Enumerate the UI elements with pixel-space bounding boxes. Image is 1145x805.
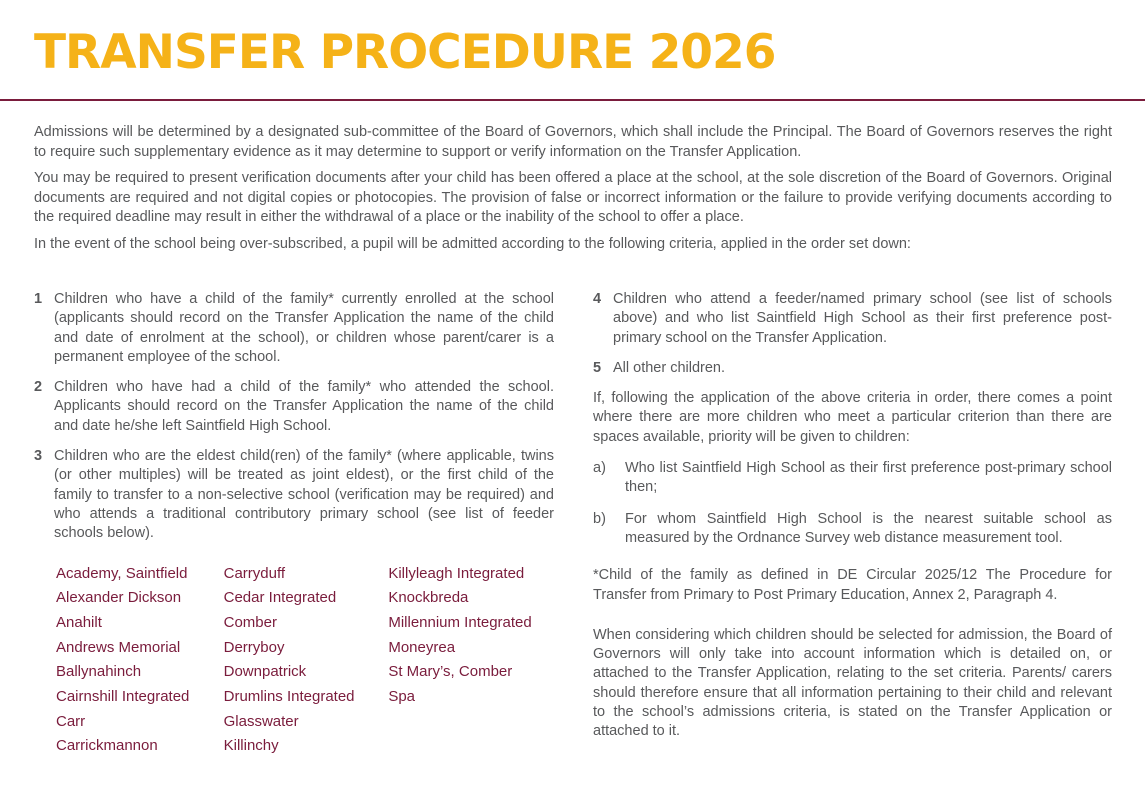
school-name: Academy, Saintfield [56, 564, 188, 582]
school-name: Cedar Integrated [223, 589, 337, 607]
schools-column [388, 562, 554, 760]
criterion-2 [34, 378, 554, 436]
school-name: Millennium Integrated [388, 613, 532, 631]
criterion-text: All other children. [613, 359, 726, 376]
school-name: Drumlins Integrated [223, 688, 355, 706]
school-name: Anahilt [56, 613, 102, 631]
criterion-number: 4 [593, 291, 602, 307]
criterion-text: Children who have a child of the family* currently enrolled at the school (applicants should record on the Transfer Application the name of the child and date of enrolment at the school), or children whose parent/carer is a permanent employee of the school. [54, 291, 554, 365]
schools-column [224, 562, 389, 760]
tiebreak-item-b [593, 510, 1112, 549]
intro-paragraph: You may be required to present verification documents after your child has been offered a place at the school, at the sole discretion of the Board of Governors. Original documents are required and not digital copies or photocopies. The provision of false or incorrect information or the failure to provide verifying documents according to the required deadline may result in either the withdrawal of a place or the inability of the school to offer a place. [34, 170, 1112, 225]
school-name: Derryboy [223, 638, 285, 656]
footnote: *Child of the family as defined in DE Circular 2025/12 The Procedure for Transfer from Primary to Post Primary Education, Annex 2, Paragraph 4. [593, 567, 1112, 603]
intro-section [34, 123, 1112, 261]
title-divider [0, 99, 1145, 101]
criterion-text: Children who have had a child of the family* who attended the school. Applicants should record on the Transfer Application the name of the child and date he/she left Saintfield High School. [54, 379, 554, 434]
criterion-4 [593, 290, 1112, 348]
school-name: Ballynahinch [56, 663, 142, 681]
criterion-5 [593, 359, 1112, 378]
school-name: Moneyrea [388, 638, 456, 656]
school-name: Knockbreda [388, 589, 469, 607]
tiebreak-text: For whom Saintfield High School is the nearest suitable school as measured by the Ordnance Survey web distance measurement tool. [625, 510, 1112, 546]
school-name: Andrews Memorial [56, 638, 181, 656]
page-title: TRANSFER PROCEDURE 2026 [34, 25, 776, 80]
criterion-3 [34, 447, 554, 543]
criterion-number: 2 [34, 379, 43, 396]
criterion-1 [34, 290, 554, 367]
school-name: Alexander Dickson [56, 589, 182, 607]
intro-paragraph: In the event of the school being over-subscribed, a pupil will be admitted according to the following criteria, applied in the order set down: [34, 235, 911, 252]
school-name: Spa [388, 688, 416, 706]
intro-paragraph: Admissions will be determined by a designated sub-committee of the Board of Governors, which shall include the Principal. The Board of Governors reserves the right to require such supplementary evidence as it may determine to support or verify information on the Transfer Application. [34, 124, 1112, 160]
criterion-text: Children who attend a feeder/named primary school (see list of schools above) and who list Saintfield High School as their first preference post-primary school on the Transfer Application. [613, 291, 1112, 346]
right-column [593, 290, 1112, 754]
criterion-text: Children who are the eldest child(ren) of the family* (where applicable, twins (or other multiples) will be treated as joint eldest), or the first child of the family to transfer to a non-selective school (verification may be required) and who attends a traditional contributory primary school (see list of feeder schools below). [54, 448, 554, 542]
school-name: Killinchy [223, 737, 279, 755]
left-column [34, 290, 554, 759]
school-name: Killyleagh Integrated [388, 564, 525, 582]
school-name: Carr [56, 712, 86, 730]
tiebreak-intro: If, following the application of the above criteria in order, there comes a point where there are more children who meet a particular criterion than there are spaces available, priority will be given to children: [593, 390, 1112, 445]
tiebreak-label: a) [593, 460, 606, 477]
school-name: Carrickmannon [56, 737, 158, 755]
criterion-number: 3 [34, 448, 43, 465]
school-name: Cairnshill Integrated [56, 688, 190, 706]
consideration-paragraph: When considering which children should be selected for admission, the Board of Governors will only take into account information which is detailed on, or attached to the Transfer Application, relating to the set criteria. Parents/ carers should therefore ensure that all information pertaining to their child and relevant to the school’s admissions criteria, is stated on the Transfer Application or attached to it. [593, 626, 1112, 740]
tiebreak-item-a [593, 459, 1112, 498]
school-name: Comber [223, 613, 277, 631]
school-name: Carryduff [223, 564, 286, 582]
criterion-number: 5 [593, 359, 602, 376]
school-name: Glasswater [223, 712, 299, 730]
school-name: St Mary’s, Comber [388, 663, 513, 681]
school-name: Downpatrick [223, 663, 307, 681]
tiebreak-text: Who list Saintfield High School as their first preference post-primary school then; [625, 460, 1112, 496]
feeder-schools-list [34, 562, 554, 760]
schools-column [56, 562, 224, 760]
tiebreak-label: b) [593, 510, 606, 527]
criterion-number: 1 [34, 291, 43, 307]
